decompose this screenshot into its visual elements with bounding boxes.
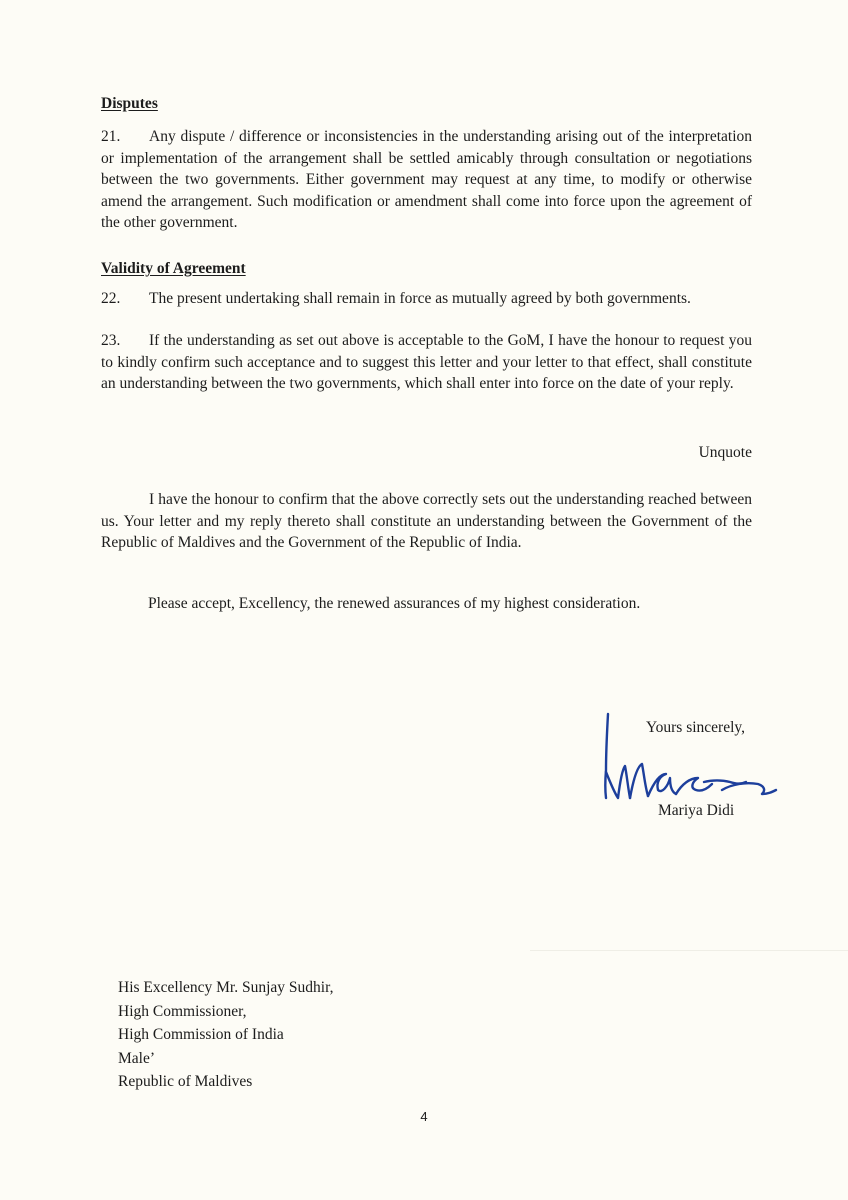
addressee-line-4: Male’ <box>118 1049 156 1067</box>
paragraph-23-number: 23. <box>101 332 121 349</box>
paragraph-22-number: 22. <box>101 290 121 307</box>
paragraph-21-text: Any dispute / difference or inconsistencies in the understanding arising out of the interpretation or implementation of the arrangement shall be settled amicably through consultation or negotiations between the two governments. Either government may request at any time, to modify or otherwise amend the arrangement. Such modification or amendment shall come into force upon the agreement of the other government. <box>101 128 752 231</box>
paragraph-22 <box>101 288 752 310</box>
confirmation-paragraph: I have the honour to confirm that the above correctly sets out the understanding reached between us. Your letter and my reply thereto shall constitute an understanding between the Government of the Republic of Maldives and the Government of the Republic of India. <box>101 491 752 551</box>
signatory-name: Mariya Didi <box>658 802 735 819</box>
unquote-label: Unquote <box>698 444 752 461</box>
paragraph-23 <box>101 330 752 395</box>
addressee-line-3: High Commission of India <box>118 1026 284 1043</box>
paper-fold-line <box>530 950 848 951</box>
addressee-line-1: His Excellency Mr. Sunjay Sudhir, <box>118 979 334 996</box>
validity-heading: Validity of Agreement <box>101 260 246 277</box>
paragraph-23-text: If the understanding as set out above is acceptable to the GoM, I have the honour to request you to kindly confirm such acceptance and to suggest this letter and your letter to that effect, shall constitute an understanding between the two governments, which shall enter into force on the date of your reply. <box>101 332 752 392</box>
addressee-line-2: High Commissioner, <box>118 1002 247 1020</box>
handwritten-signature <box>596 712 786 808</box>
sign-off: Yours sincerely, <box>646 719 746 736</box>
disputes-heading: Disputes <box>101 95 158 112</box>
closing-courtesy: Please accept, Excellency, the renewed assurances of my highest consideration. <box>148 595 641 612</box>
paragraph-22-text: The present undertaking shall remain in force as mutually agreed by both governments. <box>149 290 691 307</box>
page-number: 4 <box>420 1109 428 1124</box>
paragraph-21 <box>101 126 752 234</box>
paragraph-21-number: 21. <box>101 128 121 145</box>
addressee-block <box>118 976 334 1094</box>
addressee-line-5: Republic of Maldives <box>118 1073 253 1090</box>
